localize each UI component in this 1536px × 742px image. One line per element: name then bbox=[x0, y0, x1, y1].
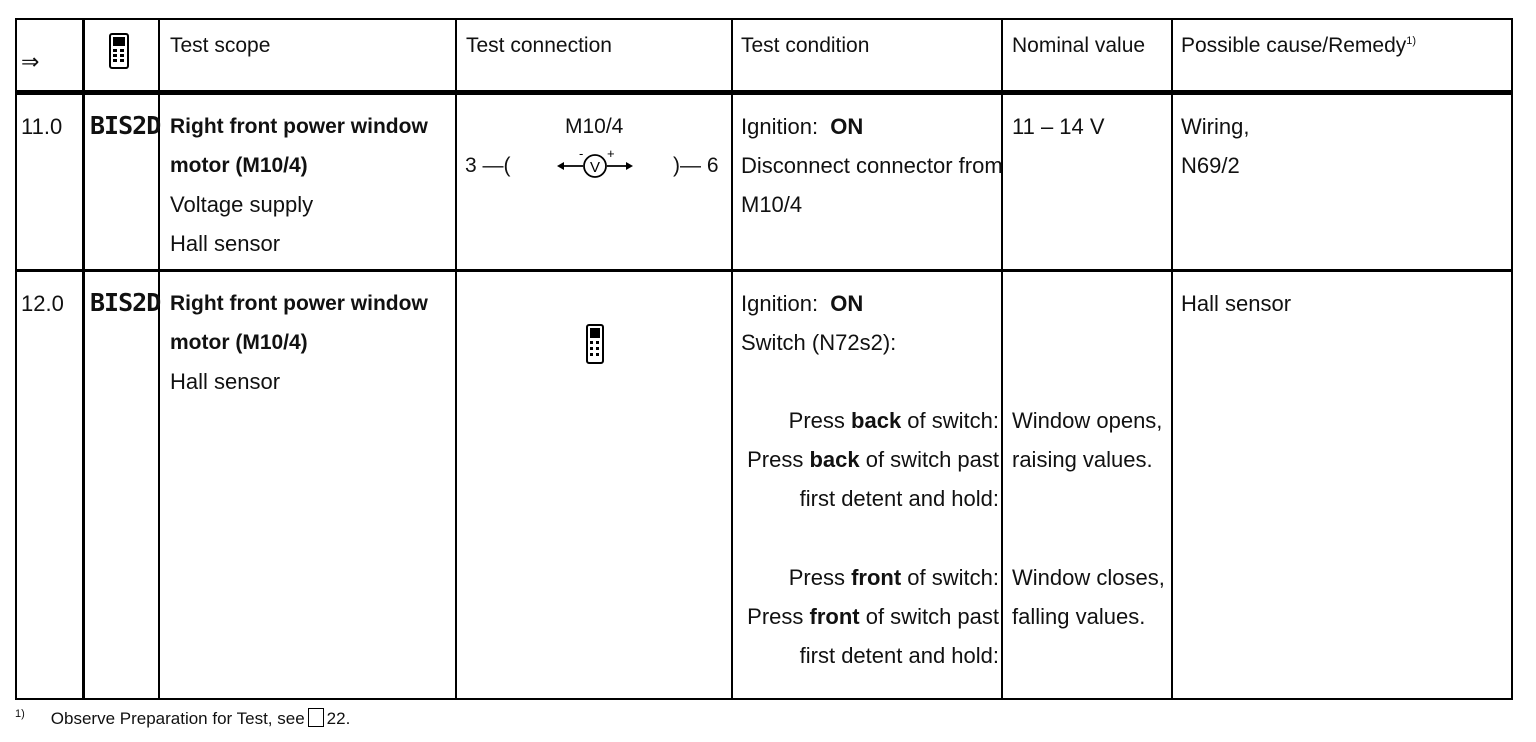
footnote-page: 22. bbox=[326, 709, 351, 728]
footnote-marker: 1) bbox=[15, 708, 25, 721]
header-test-scope: Test scope bbox=[170, 34, 271, 57]
header-nominal-value: Nominal value bbox=[1012, 34, 1146, 57]
row1-scope-2: motor (M10/4) bbox=[170, 154, 308, 177]
col-border-6 bbox=[1171, 18, 1173, 700]
svg-text:-: - bbox=[579, 148, 584, 161]
table-top-border bbox=[15, 18, 1513, 20]
table-bottom-border bbox=[15, 698, 1513, 700]
col-border-left bbox=[15, 18, 17, 700]
row2-back-line-2: Press back of switch past bbox=[747, 447, 999, 472]
row2-nominal-front-1: Window closes, bbox=[1012, 565, 1165, 590]
row2-cause-1: Hall sensor bbox=[1181, 291, 1292, 316]
row1-cond-1: Ignition: ON bbox=[741, 114, 864, 139]
tester-icon bbox=[108, 33, 130, 74]
row2-scope-2: motor (M10/4) bbox=[170, 331, 308, 354]
row2-front-line-1: Press front of switch: bbox=[788, 565, 999, 590]
svg-text:+: + bbox=[607, 148, 615, 161]
row2-scope-3: Hall sensor bbox=[170, 369, 281, 394]
header-possible-cause: Possible cause/Remedy$^{1)}$ bbox=[1181, 34, 1417, 57]
row2-scope-1: Right front power window bbox=[170, 292, 428, 315]
row1-code: BIS2D bbox=[90, 111, 161, 140]
tester-icon bbox=[585, 324, 605, 369]
row1-step: 11.0 bbox=[21, 114, 63, 139]
row2-front-line-2: Press front of switch past bbox=[747, 604, 999, 629]
row2-back-line-1: Press back of switch: bbox=[788, 408, 999, 433]
row2-nominal-back-2: raising values. bbox=[1012, 447, 1153, 472]
row1-scope-3: Voltage supply bbox=[170, 192, 314, 217]
row2-code: BIS2D bbox=[90, 288, 161, 317]
row1-conn-component: M10/4 bbox=[565, 115, 624, 138]
col-border-right bbox=[1511, 18, 1513, 700]
row1-conn-right-pin: )— 6 bbox=[673, 154, 719, 177]
header-test-condition: Test condition bbox=[741, 34, 870, 57]
header-test-connection: Test connection bbox=[466, 34, 612, 57]
row2-front-line-3: first detent and hold: bbox=[799, 643, 999, 668]
footnote-text: Observe Preparation for Test, see bbox=[50, 709, 305, 728]
row-separator bbox=[15, 269, 1513, 272]
row1-cond-3: M10/4 bbox=[741, 192, 803, 217]
row2-nominal-back-1: Window opens, bbox=[1012, 408, 1163, 433]
row1-scope-4: Hall sensor bbox=[170, 231, 281, 256]
row1-scope-1: Right front power window bbox=[170, 115, 428, 138]
row1-nominal: 11 – 14 V bbox=[1012, 114, 1105, 139]
col-border-3 bbox=[455, 18, 457, 700]
row1-cond-2: Disconnect connector from bbox=[741, 153, 1003, 178]
row1-cause-2: N69/2 bbox=[1181, 153, 1240, 178]
page-reference-icon bbox=[308, 708, 324, 727]
header-arrow: ⇒ bbox=[21, 49, 40, 74]
row2-back-line-3: first detent and hold: bbox=[799, 486, 999, 511]
row2-cond-2: Switch (N72s2): bbox=[741, 330, 897, 355]
test-table bbox=[15, 18, 1513, 700]
row2-step: 12.0 bbox=[21, 291, 64, 316]
row1-conn-left-pin: 3 —( bbox=[465, 154, 511, 177]
voltmeter-icon bbox=[555, 148, 635, 187]
col-border-5 bbox=[1001, 18, 1003, 700]
col-border-4 bbox=[731, 18, 733, 700]
col-border-1 bbox=[82, 18, 85, 700]
row2-nominal-front-2: falling values. bbox=[1012, 604, 1146, 629]
row1-cause-1: Wiring, bbox=[1181, 114, 1250, 139]
header-separator bbox=[15, 90, 1513, 95]
svg-text:V: V bbox=[589, 159, 601, 176]
row2-cond-1: Ignition: ON bbox=[741, 291, 864, 316]
footnote bbox=[15, 708, 350, 729]
